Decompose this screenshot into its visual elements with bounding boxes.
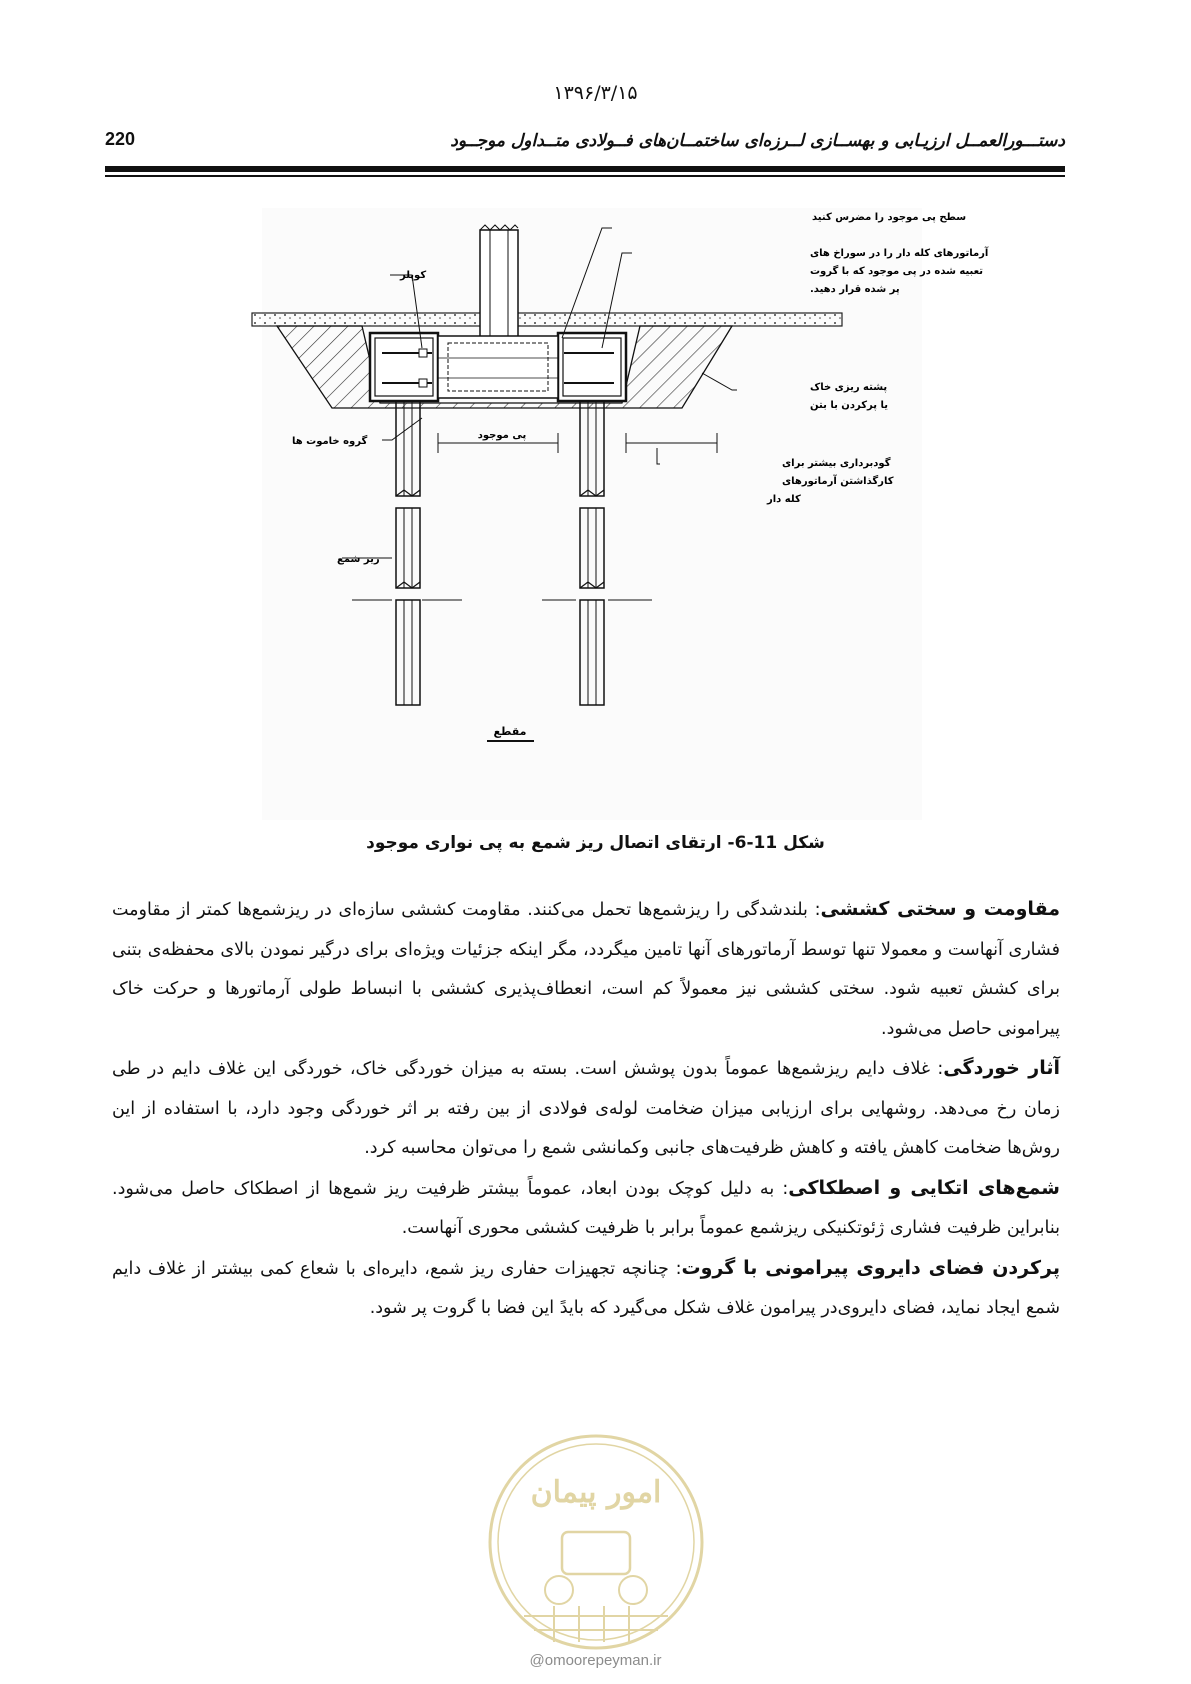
right-pile-cap bbox=[558, 333, 626, 401]
paragraph-heading: پرکردن فضای دایروی پیرامونی با گروت bbox=[681, 1256, 1060, 1279]
label-section: مقطع bbox=[493, 725, 527, 738]
running-title: دستـــورالعمــل ارزیـابی و بهســازی لــرزه‌ای ساختمــان‌های فــولادی متــداول موجــود bbox=[450, 131, 1065, 151]
label-rebar-2: تعبیه شده در پی موجود که با گروت bbox=[810, 266, 984, 277]
right-micropile bbox=[580, 401, 604, 705]
left-pile-cap bbox=[370, 333, 438, 401]
watermark-logo-text: امور پیمان bbox=[530, 1475, 662, 1510]
paragraph-body: : بلندشدگی را ریزشمع‌ها تحمل می‌کنند. مقاومت کششی سازه‌ای در ریزشمع‌ها کمتر از مقاومت فشاری آنهاست و معمولا تنها توسط آرماتورهای آنها تامین میگردد، مگر اینکه جزئیات ویژه‌ای برای درگیر نمودن بالای محفظه‌ی بتنی برای کشش تعبیه شود. سختی کششی نیز معمولاً کم است، انعطاف‌پذیری کششی با انبساط طولی آرماتورها و حرکت خاک پیرامونی حاصل می‌شود. bbox=[112, 900, 1060, 1039]
label-coupler: کوپلر bbox=[400, 270, 427, 281]
existing-footing bbox=[438, 336, 558, 398]
watermark-stamp bbox=[484, 1430, 708, 1654]
label-excavation-3: کله دار bbox=[767, 494, 801, 505]
page-number: 220 bbox=[105, 129, 136, 149]
micropile-connection-figure bbox=[262, 208, 989, 820]
paragraph-body: : چنانچه تجهیزات حفاری ریز شمع، دایره‌ای با شعاع کمی بیشتر از غلاف دایم شمع ایجاد نماید، فضای دایروی‌در پیرامون غلاف شکل می‌گیرد که بایدً این فضا با گروت پر شود. bbox=[112, 1258, 1060, 1318]
paragraph-body: : به دلیل کوچک بودن ابعاد، عموماً بیشتر ظرفیت ریز شمع‌ها از اصطکاک حاصل می‌شود. بنابراین ظرفیت فشاری ژئوتکنیکی ریزشمع عموماً برابر با ظرفیت کششی محوری آنهاست. bbox=[112, 1178, 1060, 1238]
watermark-website: @omoorepeyman.ir bbox=[529, 1652, 662, 1669]
paragraph-bearing bbox=[112, 1169, 1060, 1249]
left-micropile bbox=[396, 401, 420, 705]
label-rebar-1: آرماتورهای کله دار را در سوراخ های bbox=[810, 248, 989, 259]
label-excavation-1: گودبرداری بیشتر برای bbox=[782, 458, 891, 469]
paragraph-heading: مقاومت و سختی کششی bbox=[820, 898, 1061, 920]
label-roughen: سطح پی موجود را مضرس کنید bbox=[812, 212, 967, 223]
watermark-logo bbox=[484, 1430, 708, 1654]
paragraph-corrosion bbox=[112, 1049, 1060, 1169]
header-rule-thick bbox=[105, 166, 1065, 172]
figure-caption: شکل 11-6- ارتقای اتصال ریز شمع به پی نواری موجود bbox=[366, 833, 825, 853]
label-backfill-1: پشته ریزی خاک bbox=[810, 382, 888, 393]
label-existing-footing: پی موجود bbox=[477, 430, 527, 441]
paragraph-grout bbox=[112, 1249, 1060, 1329]
label-rebar-3: پر شده قرار دهید. bbox=[810, 284, 900, 295]
paragraph-body: : غلاف دایم ریزشمع‌ها عموماً بدون پوشش است. بسته به میزان خوردگی خاک، خوردگی این غلاف دایم در طی زمان رخ می‌دهد. روشهایی برای ارزیابی میزان ضخامت لوله‌ی فولادی از بین رفته بر اثر خوردگی وجود دارد، با استفاده از این روش‌ها ضخامت کاهش یافته و کاهش ظرفیت‌های جانبی وکمانشی شمع را می‌توان محاسبه کرد. bbox=[112, 1059, 1060, 1158]
paragraph-heading: آثار خوردگی bbox=[943, 1057, 1060, 1079]
ground-slab bbox=[252, 313, 842, 326]
label-excavation-2: کارگذاشتن آرماتورهای bbox=[782, 476, 894, 487]
label-pile-group: گروه خاموت ها bbox=[292, 436, 368, 447]
page-header bbox=[105, 127, 1065, 159]
micropile-section-drawing bbox=[262, 208, 989, 820]
label-backfill-2: یا پرکردن با بتن bbox=[810, 400, 888, 411]
header-rule-thin bbox=[105, 175, 1065, 177]
existing-column bbox=[480, 230, 518, 338]
paragraph-heading: شمع‌های اتکایی و اصطکاکی bbox=[788, 1176, 1060, 1199]
body-text bbox=[112, 890, 1060, 1329]
document-date: ۱۳۹۶/۳/۱۵ bbox=[553, 82, 638, 104]
label-micropile: ریز شمع bbox=[337, 554, 380, 565]
paragraph-tensile bbox=[112, 890, 1060, 1049]
